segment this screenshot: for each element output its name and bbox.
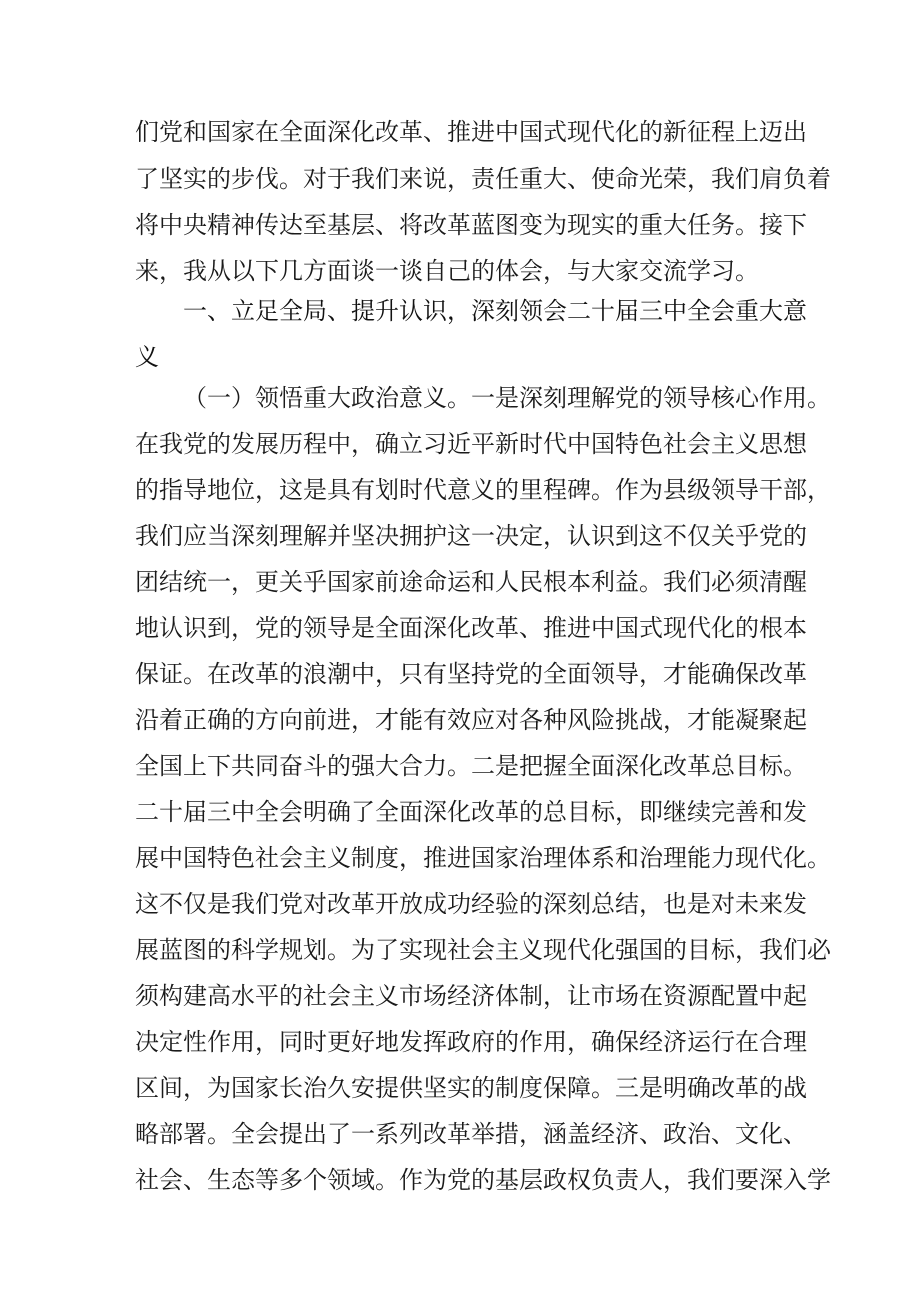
body-line-13: 展蓝图的科学规划。为了实现社会主义现代化强国的目标，我们必	[135, 936, 831, 964]
body-line-2: 在我党的发展历程中，确立习近平新时代中国特色社会主义思想	[135, 430, 807, 458]
section-heading-line-2: 义	[135, 343, 159, 371]
intro-line-2: 了坚实的步伐。对于我们来说，责任重大、使命光荣，我们肩负着	[135, 165, 831, 193]
body-line-6: 地认识到，党的领导是全面深化改革、推进中国式现代化的根本	[135, 614, 807, 642]
body-line-8: 沿着正确的方向前进，才能有效应对各种风险挑战，才能凝聚起	[135, 706, 807, 734]
body-line-12: 这不仅是我们党对改革开放成功经验的深刻总结，也是对未来发	[135, 890, 807, 918]
body-line-15: 决定性作用，同时更好地发挥政府的作用，确保经济运行在合理	[135, 1028, 807, 1056]
body-line-5: 团结统一，更关乎国家前途命运和人民根本利益。我们必须清醒	[135, 568, 807, 596]
body-line-17: 略部署。全会提出了一系列改革举措，涵盖经济、政治、文化、	[135, 1120, 807, 1148]
body-line-16: 区间，为国家长治久安提供坚实的制度保障。三是明确改革的战	[135, 1074, 807, 1102]
intro-line-1: 们党和国家在全面深化改革、推进中国式现代化的新征程上迈出	[135, 118, 807, 146]
body-line-18: 社会、生态等多个领域。作为党的基层政权负责人，我们要深入学	[135, 1166, 831, 1194]
section-heading-line-1: 一、立足全局、提升认识，深刻领会二十届三中全会重大意	[183, 297, 807, 325]
body-line-1: （一）领悟重大政治意义。一是深刻理解党的领导核心作用。	[183, 384, 831, 412]
body-line-7: 保证。在改革的浪潮中，只有坚持党的全面领导，才能确保改革	[135, 660, 807, 688]
intro-line-3: 将中央精神传达至基层、将改革蓝图变为现实的重大任务。接下	[135, 211, 807, 239]
intro-line-4: 来，我从以下几方面谈一谈自己的体会，与大家交流学习。	[135, 257, 759, 285]
body-line-10: 二十届三中全会明确了全面深化改革的总目标，即继续完善和发	[135, 798, 807, 826]
body-line-14: 须构建高水平的社会主义市场经济体制，让市场在资源配置中起	[135, 982, 807, 1010]
body-line-4: 我们应当深刻理解并坚决拥护这一决定，认识到这不仅关乎党的	[135, 522, 807, 550]
body-line-11: 展中国特色社会主义制度，推进国家治理体系和治理能力现代化。	[135, 844, 831, 872]
body-line-3: 的指导地位，这是具有划时代意义的里程碑。作为县级领导干部，	[135, 476, 831, 504]
body-line-9: 全国上下共同奋斗的强大合力。二是把握全面深化改革总目标。	[135, 752, 807, 780]
